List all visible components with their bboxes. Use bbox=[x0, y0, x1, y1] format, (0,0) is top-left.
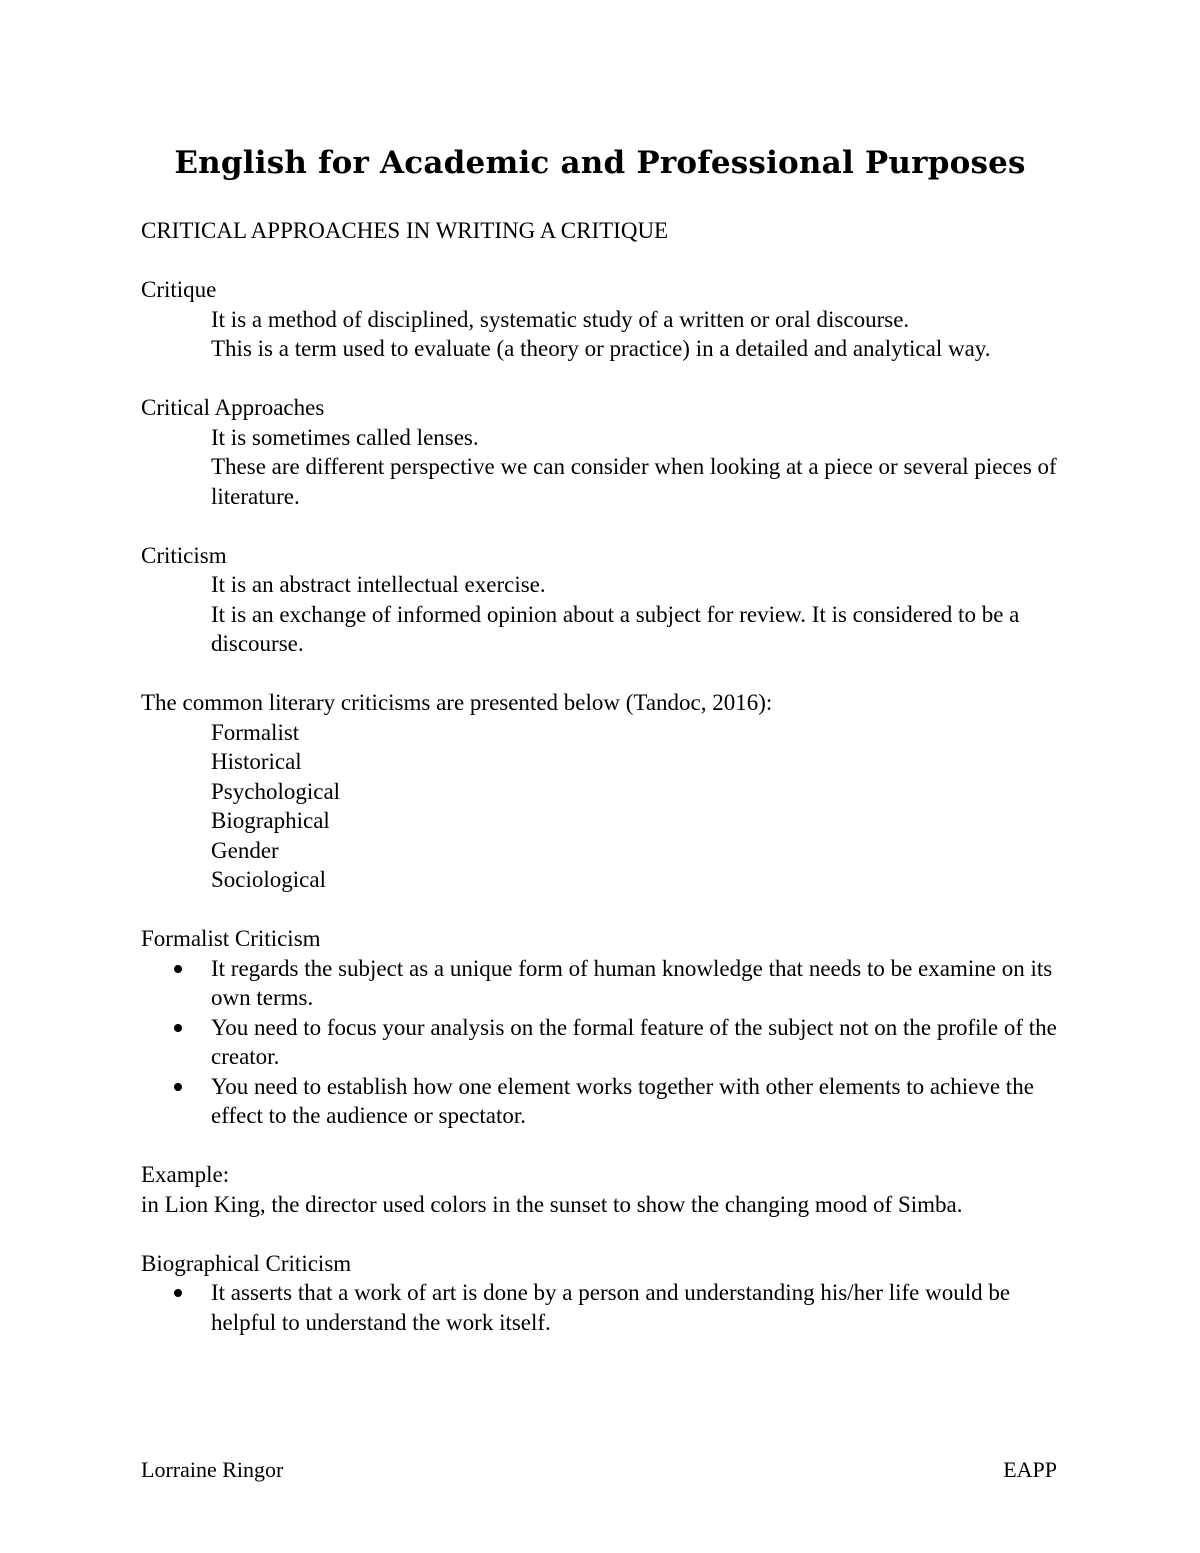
bullet-item bbox=[141, 1013, 1071, 1072]
footer-course: EAPP bbox=[1003, 1457, 1057, 1482]
bullet-text: You need to focus your analysis on the formal feature of the subject not on the profile of the creator. bbox=[211, 1014, 1057, 1069]
critique-heading: Critique bbox=[141, 277, 217, 302]
criticism-definition-2: It is an exchange of informed opinion about a subject for review. It is considered to be a discourse. bbox=[211, 601, 1020, 656]
critical-approaches-definition-1: It is sometimes called lenses. bbox=[211, 424, 479, 450]
biographical-criticism-heading: Biographical Criticism bbox=[141, 1250, 352, 1276]
criticism-type-item: Biographical bbox=[211, 808, 330, 833]
formalist-criticism-heading: Formalist Criticism bbox=[141, 926, 321, 951]
criticism-type-item: Sociological bbox=[211, 867, 326, 892]
example-heading: Example: bbox=[141, 1162, 230, 1187]
criticism-type-item: Gender bbox=[211, 837, 279, 863]
biographical-bullet-list bbox=[141, 1278, 1071, 1337]
critical-approaches-definition-2: These are different perspective we can consider when looking at a piece or several pieces of literature. bbox=[211, 454, 1057, 509]
criticism-type-item: Historical bbox=[211, 749, 302, 774]
common-criticisms-intro: The common literary criticisms are presented below (Tandoc, 2016): bbox=[141, 690, 773, 715]
bullet-dot-icon bbox=[174, 1024, 182, 1032]
document-title: English for Academic and Professional Purposes bbox=[174, 145, 1026, 181]
criticism-type-item: Psychological bbox=[211, 778, 341, 804]
section-heading: CRITICAL APPROACHES IN WRITING A CRITIQUE bbox=[141, 218, 669, 243]
bullet-dot-icon bbox=[174, 1083, 182, 1091]
bullet-dot-icon bbox=[174, 1289, 182, 1297]
bullet-item bbox=[141, 1072, 1071, 1131]
formalist-bullet-list bbox=[141, 954, 1071, 1131]
bullet-text: It regards the subject as a unique form of human knowledge that needs to be examine on its own terms. bbox=[211, 955, 1053, 1010]
bullet-dot-icon bbox=[174, 965, 182, 973]
bullet-item bbox=[141, 954, 1071, 1013]
criticism-heading: Criticism bbox=[141, 542, 227, 568]
bullet-text: You need to establish how one element works together with other elements to achieve the effect to the audience or spectator. bbox=[211, 1073, 1034, 1128]
critique-definition-2: This is a term used to evaluate (a theory or practice) in a detailed and analytical way. bbox=[211, 336, 991, 361]
criticism-type-item: Formalist bbox=[211, 719, 300, 745]
bullet-text: It asserts that a work of art is done by a person and understanding his/her life would be helpful to understand the work itself. bbox=[211, 1280, 1011, 1335]
critical-approaches-heading: Critical Approaches bbox=[141, 395, 325, 420]
critique-definition-1: It is a method of disciplined, systematic study of a written or oral discourse. bbox=[211, 306, 910, 332]
document-body bbox=[141, 216, 1071, 1337]
footer-author: Lorraine Ringor bbox=[141, 1457, 284, 1482]
example-text: in Lion King, the director used colors in the sunset to show the changing mood of Simba. bbox=[141, 1191, 963, 1217]
bullet-item bbox=[141, 1278, 1071, 1337]
criticism-definition-1: It is an abstract intellectual exercise. bbox=[211, 572, 546, 597]
